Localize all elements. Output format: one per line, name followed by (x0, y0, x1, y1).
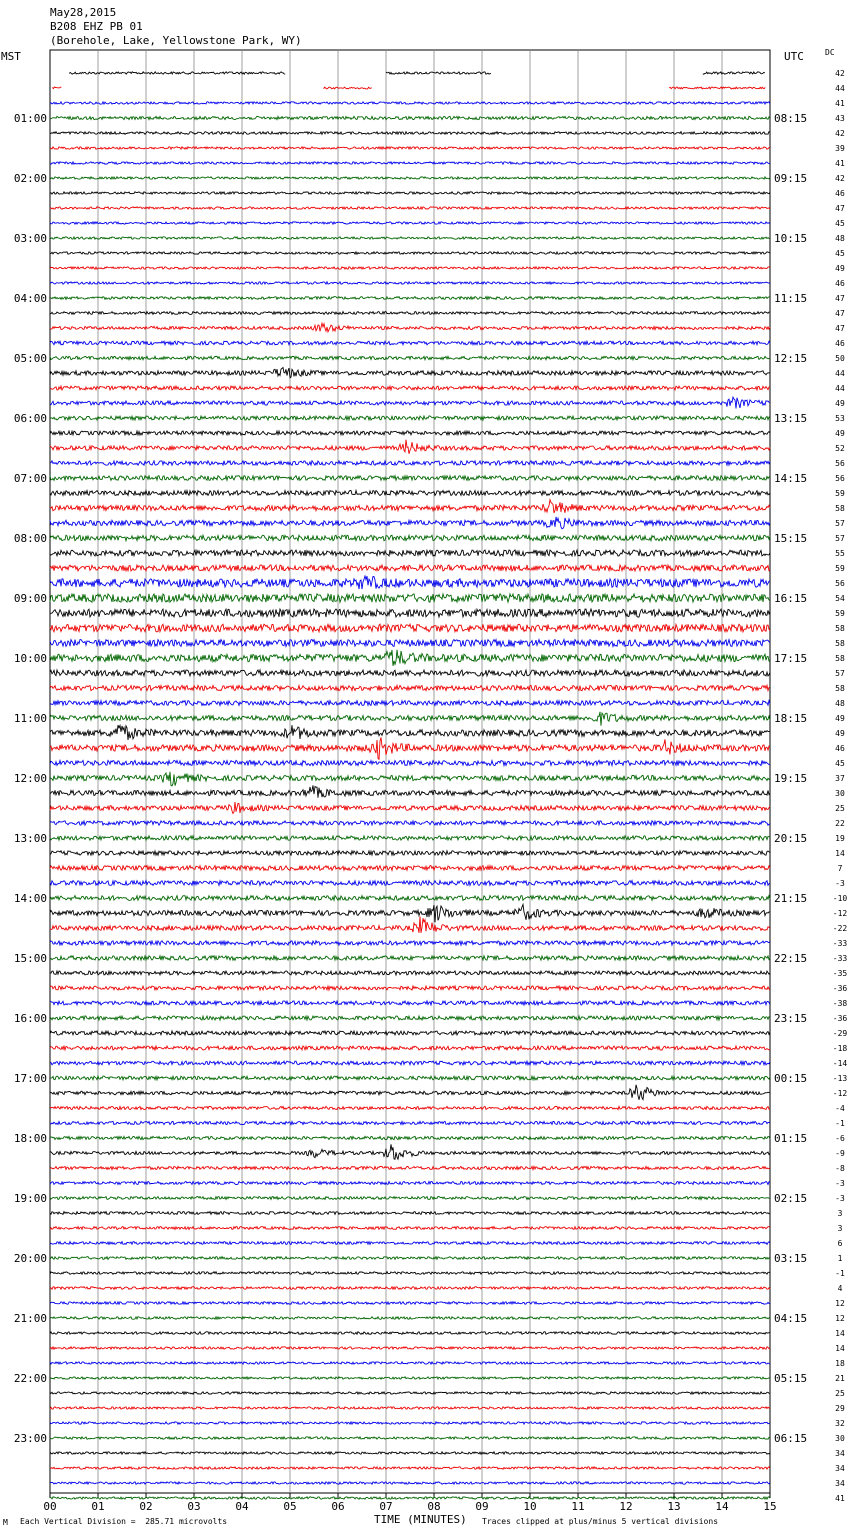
seismic-trace (50, 1197, 770, 1200)
seismic-trace (50, 1437, 770, 1439)
dc-offset-label: 25 (835, 1389, 845, 1398)
left-hour-label: 11:00 (13, 712, 47, 725)
left-hour-label: 06:00 (13, 412, 47, 425)
seismic-trace (50, 1452, 770, 1454)
seismic-trace (50, 565, 770, 571)
right-hour-label: 12:15 (774, 352, 808, 365)
seismic-trace (50, 1302, 770, 1305)
dc-offset-label: 59 (835, 609, 845, 618)
right-hour-label: 05:15 (774, 1372, 808, 1385)
seismic-trace (50, 500, 770, 513)
seismic-trace (50, 323, 770, 332)
x-tick-label: 04 (235, 1500, 249, 1513)
dc-offset-label: 58 (835, 624, 845, 633)
dc-offset-header: DC (825, 48, 835, 57)
dc-offset-label: 57 (835, 519, 845, 528)
dc-offset-label: -3 (835, 1179, 845, 1188)
seismic-trace (50, 1422, 770, 1424)
seismic-trace (50, 1257, 770, 1260)
dc-offset-label: 54 (835, 594, 845, 603)
seismic-trace (50, 594, 770, 602)
seismic-trace (50, 491, 770, 496)
dc-offset-label: 56 (835, 579, 845, 588)
right-hour-label: 19:15 (774, 772, 808, 785)
seismic-trace (50, 1212, 770, 1215)
dc-offset-label: -1 (835, 1119, 845, 1128)
seismic-trace (50, 650, 770, 666)
seismic-trace (50, 1287, 770, 1290)
right-hour-label: 10:15 (774, 232, 808, 245)
dc-offset-label: 22 (835, 819, 845, 828)
dc-offset-label: 45 (835, 219, 845, 228)
dc-offset-label: 6 (837, 1239, 843, 1248)
seismic-trace (50, 252, 770, 254)
right-hour-label: 06:15 (774, 1432, 808, 1445)
x-tick-label: 00 (43, 1500, 57, 1513)
seismic-trace (50, 737, 770, 759)
seismic-trace (50, 1136, 770, 1139)
right-hour-label: 15:15 (774, 532, 808, 545)
dc-offset-label: 52 (835, 444, 845, 453)
seismic-trace (50, 712, 770, 726)
x-tick-label: 02 (139, 1500, 153, 1513)
dc-offset-label: 43 (835, 114, 845, 123)
right-hour-label: 13:15 (774, 412, 808, 425)
left-hour-label: 03:00 (13, 232, 47, 245)
dc-offset-label: 58 (835, 684, 845, 693)
dc-offset-label: 29 (835, 1404, 845, 1413)
seismic-trace (50, 896, 770, 901)
dc-offset-label: 18 (835, 1359, 845, 1368)
dc-offset-label: 56 (835, 474, 845, 483)
x-tick-label: 07 (379, 1500, 393, 1513)
x-tick-label: 09 (475, 1500, 489, 1513)
dc-offset-label: 50 (835, 354, 845, 363)
left-hour-label: 19:00 (13, 1192, 47, 1205)
dc-offset-label: 58 (835, 654, 845, 663)
dc-offset-label: 34 (835, 1464, 845, 1473)
seismic-trace (50, 1242, 770, 1245)
x-tick-label: 10 (523, 1500, 537, 1513)
left-hour-label: 21:00 (13, 1312, 47, 1325)
seismic-trace (50, 535, 770, 541)
seismic-trace (52, 87, 61, 89)
dc-offset-label: 37 (835, 774, 845, 783)
seismic-trace (50, 1121, 770, 1124)
dc-offset-label: 46 (835, 744, 845, 753)
seismic-trace (50, 905, 770, 923)
dc-offset-label: 41 (835, 159, 845, 168)
dc-offset-label: 3 (837, 1224, 843, 1233)
plot-frame (50, 50, 770, 1493)
dc-offset-label: 46 (835, 279, 845, 288)
seismic-trace (50, 1166, 770, 1169)
dc-offset-label: -4 (835, 1104, 845, 1113)
x-tick-label: 01 (91, 1500, 105, 1513)
seismic-trace (50, 1362, 770, 1364)
scale-note: Each Vertical Division = 285.71 microvolts (20, 1517, 228, 1526)
x-tick-label: 05 (283, 1500, 297, 1513)
seismic-trace (50, 517, 770, 529)
dc-offset-label: 57 (835, 534, 845, 543)
left-hour-label: 17:00 (13, 1072, 47, 1085)
dc-offset-label: 55 (835, 549, 845, 558)
dc-offset-label: 14 (835, 1344, 845, 1353)
dc-offset-label: 59 (835, 564, 845, 573)
seismic-trace (50, 177, 770, 179)
dc-offset-label: 42 (835, 69, 845, 78)
seismic-trace (50, 640, 770, 647)
dc-offset-label: 49 (835, 729, 845, 738)
seismic-trace (50, 941, 770, 945)
station-code: B208 EHZ PB 01 (50, 20, 143, 33)
x-tick-label: 14 (715, 1500, 729, 1513)
seismic-trace (50, 1076, 770, 1080)
left-hour-label: 02:00 (13, 172, 47, 185)
seismic-trace (50, 222, 770, 224)
x-axis-title: TIME (MINUTES) (374, 1513, 467, 1526)
seismic-trace (50, 1085, 770, 1100)
seismic-trace (50, 368, 770, 378)
dc-offset-label: 14 (835, 849, 845, 858)
seismic-trace (50, 1182, 770, 1185)
x-tick-label: 13 (667, 1500, 681, 1513)
seismic-trace (50, 772, 770, 786)
right-hour-label: 23:15 (774, 1012, 808, 1025)
dc-offset-label: 30 (835, 1434, 845, 1443)
dc-offset-label: 48 (835, 234, 845, 243)
seismic-trace (50, 1106, 770, 1109)
dc-offset-label: 56 (835, 459, 845, 468)
dc-offset-label: 1 (837, 1254, 843, 1263)
left-timezone-label: MST (1, 50, 21, 63)
seismic-trace (50, 1407, 770, 1409)
x-tick-label: 08 (427, 1500, 441, 1513)
seismic-trace (50, 162, 770, 164)
seismic-trace (50, 881, 770, 886)
seismic-trace (50, 312, 770, 315)
seismic-trace (324, 87, 372, 89)
seismic-trace (50, 461, 770, 465)
seismic-trace (50, 416, 770, 420)
dc-offset-label: 48 (835, 699, 845, 708)
clipping-note: Traces clipped at plus/minus 5 vertical divisions (482, 1517, 719, 1526)
dc-offset-label: 44 (835, 369, 845, 378)
dc-offset-label: -38 (832, 999, 848, 1008)
dc-offset-label: -22 (832, 924, 848, 933)
dc-offset-label: -9 (835, 1149, 845, 1158)
dc-offset-label: -29 (832, 1029, 848, 1038)
seismic-trace (669, 87, 765, 89)
seismic-trace (50, 1467, 770, 1469)
seismic-trace (50, 397, 770, 408)
seismic-trace (50, 576, 770, 589)
seismic-trace (50, 685, 770, 690)
seismic-trace (50, 1317, 770, 1320)
seismic-trace (50, 836, 770, 840)
right-hour-label: 22:15 (774, 952, 808, 965)
dc-offset-label: 49 (835, 264, 845, 273)
seismic-trace (69, 72, 285, 74)
dc-offset-label: 42 (835, 174, 845, 183)
dc-offset-label: 49 (835, 399, 845, 408)
dc-offset-label: 47 (835, 324, 845, 333)
seismic-trace (50, 986, 770, 990)
seismic-trace (50, 917, 770, 933)
dc-offset-label: 32 (835, 1419, 845, 1428)
right-hour-label: 21:15 (774, 892, 808, 905)
right-timezone-label: UTC (784, 50, 804, 63)
dc-offset-label: -33 (832, 954, 848, 963)
left-hour-label: 20:00 (13, 1252, 47, 1265)
dc-offset-label: 47 (835, 204, 845, 213)
seismic-trace (50, 609, 770, 617)
dc-offset-label: 21 (835, 1374, 845, 1383)
dc-offset-label: -35 (832, 969, 848, 978)
seismic-trace (50, 1272, 770, 1275)
seismic-trace (50, 440, 770, 454)
seismic-trace (50, 1031, 770, 1035)
right-hour-label: 03:15 (774, 1252, 808, 1265)
dc-offset-label: 59 (835, 489, 845, 498)
left-hour-label: 12:00 (13, 772, 47, 785)
seismic-trace (50, 356, 770, 359)
dc-offset-label: 46 (835, 189, 845, 198)
seismic-trace (50, 1377, 770, 1379)
dc-offset-label: 7 (837, 864, 843, 873)
dc-offset-label: -6 (835, 1134, 845, 1143)
left-hour-label: 10:00 (13, 652, 47, 665)
x-tick-label: 11 (571, 1500, 585, 1513)
left-hour-label: 08:00 (13, 532, 47, 545)
dc-offset-label: 45 (835, 249, 845, 258)
dc-offset-label: -33 (832, 939, 848, 948)
right-hour-label: 09:15 (774, 172, 808, 185)
dc-offset-label: -1 (835, 1269, 845, 1278)
dc-offset-label: -36 (832, 984, 848, 993)
dc-offset-label: 3 (837, 1209, 843, 1218)
seismic-trace (50, 1497, 770, 1499)
dc-offset-label: -3 (835, 879, 845, 888)
seismic-trace (50, 971, 770, 975)
seismic-trace (50, 1016, 770, 1020)
seismic-trace (50, 670, 770, 676)
right-hour-label: 14:15 (774, 472, 808, 485)
right-hour-label: 20:15 (774, 832, 808, 845)
right-hour-label: 02:15 (774, 1192, 808, 1205)
dc-offset-label: -13 (832, 1074, 848, 1083)
seismic-trace (50, 821, 770, 825)
right-hour-label: 01:15 (774, 1132, 808, 1145)
dc-offset-label: -12 (832, 1089, 848, 1098)
seismic-trace (50, 624, 770, 632)
seismic-trace (50, 282, 770, 284)
seismic-trace (50, 1482, 770, 1484)
seismic-trace (50, 192, 770, 194)
left-hour-label: 16:00 (13, 1012, 47, 1025)
seismic-trace (50, 116, 770, 119)
left-hour-label: 18:00 (13, 1132, 47, 1145)
right-hour-label: 11:15 (774, 292, 808, 305)
dc-offset-label: -10 (832, 894, 848, 903)
dc-offset-label: 41 (835, 1494, 845, 1503)
dc-offset-label: -36 (832, 1014, 848, 1023)
right-hour-label: 08:15 (774, 112, 808, 125)
dc-offset-label: 46 (835, 339, 845, 348)
seismic-trace (50, 725, 770, 740)
seismic-trace (50, 1001, 770, 1005)
dc-offset-label: -18 (832, 1044, 848, 1053)
seismic-trace (50, 132, 770, 135)
left-hour-label: 05:00 (13, 352, 47, 365)
dc-offset-label: -12 (832, 909, 848, 918)
left-hour-label: 09:00 (13, 592, 47, 605)
dc-offset-label: 39 (835, 144, 845, 153)
left-hour-label: 13:00 (13, 832, 47, 845)
seismic-trace (50, 237, 770, 239)
seismic-trace (50, 1046, 770, 1050)
seismic-trace (50, 802, 770, 814)
seismic-trace (50, 866, 770, 871)
left-hour-label: 15:00 (13, 952, 47, 965)
seismic-trace (50, 207, 770, 209)
dc-offset-label: 44 (835, 384, 845, 393)
dc-offset-label: 49 (835, 714, 845, 723)
seismic-trace (50, 386, 770, 390)
right-hour-label: 18:15 (774, 712, 808, 725)
dc-offset-label: 58 (835, 504, 845, 513)
seismic-trace (50, 267, 770, 269)
seismic-trace (50, 1144, 770, 1159)
dc-offset-label: 25 (835, 804, 845, 813)
seismic-trace (50, 297, 770, 300)
seismic-trace (50, 1332, 770, 1335)
dc-offset-label: 12 (835, 1299, 845, 1308)
left-hour-label: 07:00 (13, 472, 47, 485)
seismic-trace (50, 147, 770, 149)
right-hour-label: 00:15 (774, 1072, 808, 1085)
seismic-trace (386, 72, 491, 74)
left-hour-label: 04:00 (13, 292, 47, 305)
seismic-trace (50, 956, 770, 960)
seismic-trace (50, 431, 770, 435)
seismic-trace (50, 1061, 770, 1065)
seismic-trace (50, 341, 770, 345)
dc-offset-label: 57 (835, 669, 845, 678)
dc-offset-label: 53 (835, 414, 845, 423)
right-hour-label: 16:15 (774, 592, 808, 605)
left-hour-label: 14:00 (13, 892, 47, 905)
dc-offset-label: 58 (835, 639, 845, 648)
seismic-trace (50, 102, 770, 104)
dc-offset-label: 45 (835, 759, 845, 768)
dc-offset-label: 42 (835, 129, 845, 138)
right-hour-label: 04:15 (774, 1312, 808, 1325)
x-tick-label: 12 (619, 1500, 633, 1513)
seismic-trace (50, 760, 770, 765)
dc-offset-label: 34 (835, 1449, 845, 1458)
corner-mark: M (3, 1518, 8, 1527)
seismic-trace (50, 1392, 770, 1394)
dc-offset-label: 4 (837, 1284, 843, 1293)
dc-offset-label: 47 (835, 309, 845, 318)
seismic-trace (50, 550, 770, 556)
dc-offset-label: 12 (835, 1314, 845, 1323)
station-location: (Borehole, Lake, Yellowstone Park, WY) (50, 34, 302, 47)
dc-offset-label: -14 (832, 1059, 848, 1068)
x-tick-label: 06 (331, 1500, 345, 1513)
left-hour-label: 23:00 (13, 1432, 47, 1445)
seismic-trace (50, 476, 770, 481)
x-tick-label: 03 (187, 1500, 201, 1513)
left-hour-label: 22:00 (13, 1372, 47, 1385)
seismic-trace (703, 72, 765, 74)
seismic-trace (50, 1227, 770, 1230)
dc-offset-label: 14 (835, 1329, 845, 1338)
dc-offset-label: 49 (835, 429, 845, 438)
dc-offset-label: 44 (835, 84, 845, 93)
left-hour-label: 01:00 (13, 112, 47, 125)
right-hour-label: 17:15 (774, 652, 808, 665)
dc-offset-label: 34 (835, 1479, 845, 1488)
seismic-trace (50, 701, 770, 706)
dc-offset-label: -8 (835, 1164, 845, 1173)
dc-offset-label: -3 (835, 1194, 845, 1203)
seismic-trace (50, 785, 770, 797)
seismic-trace (50, 851, 770, 855)
helicorder-date: May28,2015 (50, 6, 117, 19)
seismic-trace (50, 1347, 770, 1349)
dc-offset-label: 30 (835, 789, 845, 798)
dc-offset-label: 41 (835, 99, 845, 108)
dc-offset-label: 19 (835, 834, 845, 843)
dc-offset-label: 47 (835, 294, 845, 303)
x-tick-label: 15 (763, 1500, 777, 1513)
